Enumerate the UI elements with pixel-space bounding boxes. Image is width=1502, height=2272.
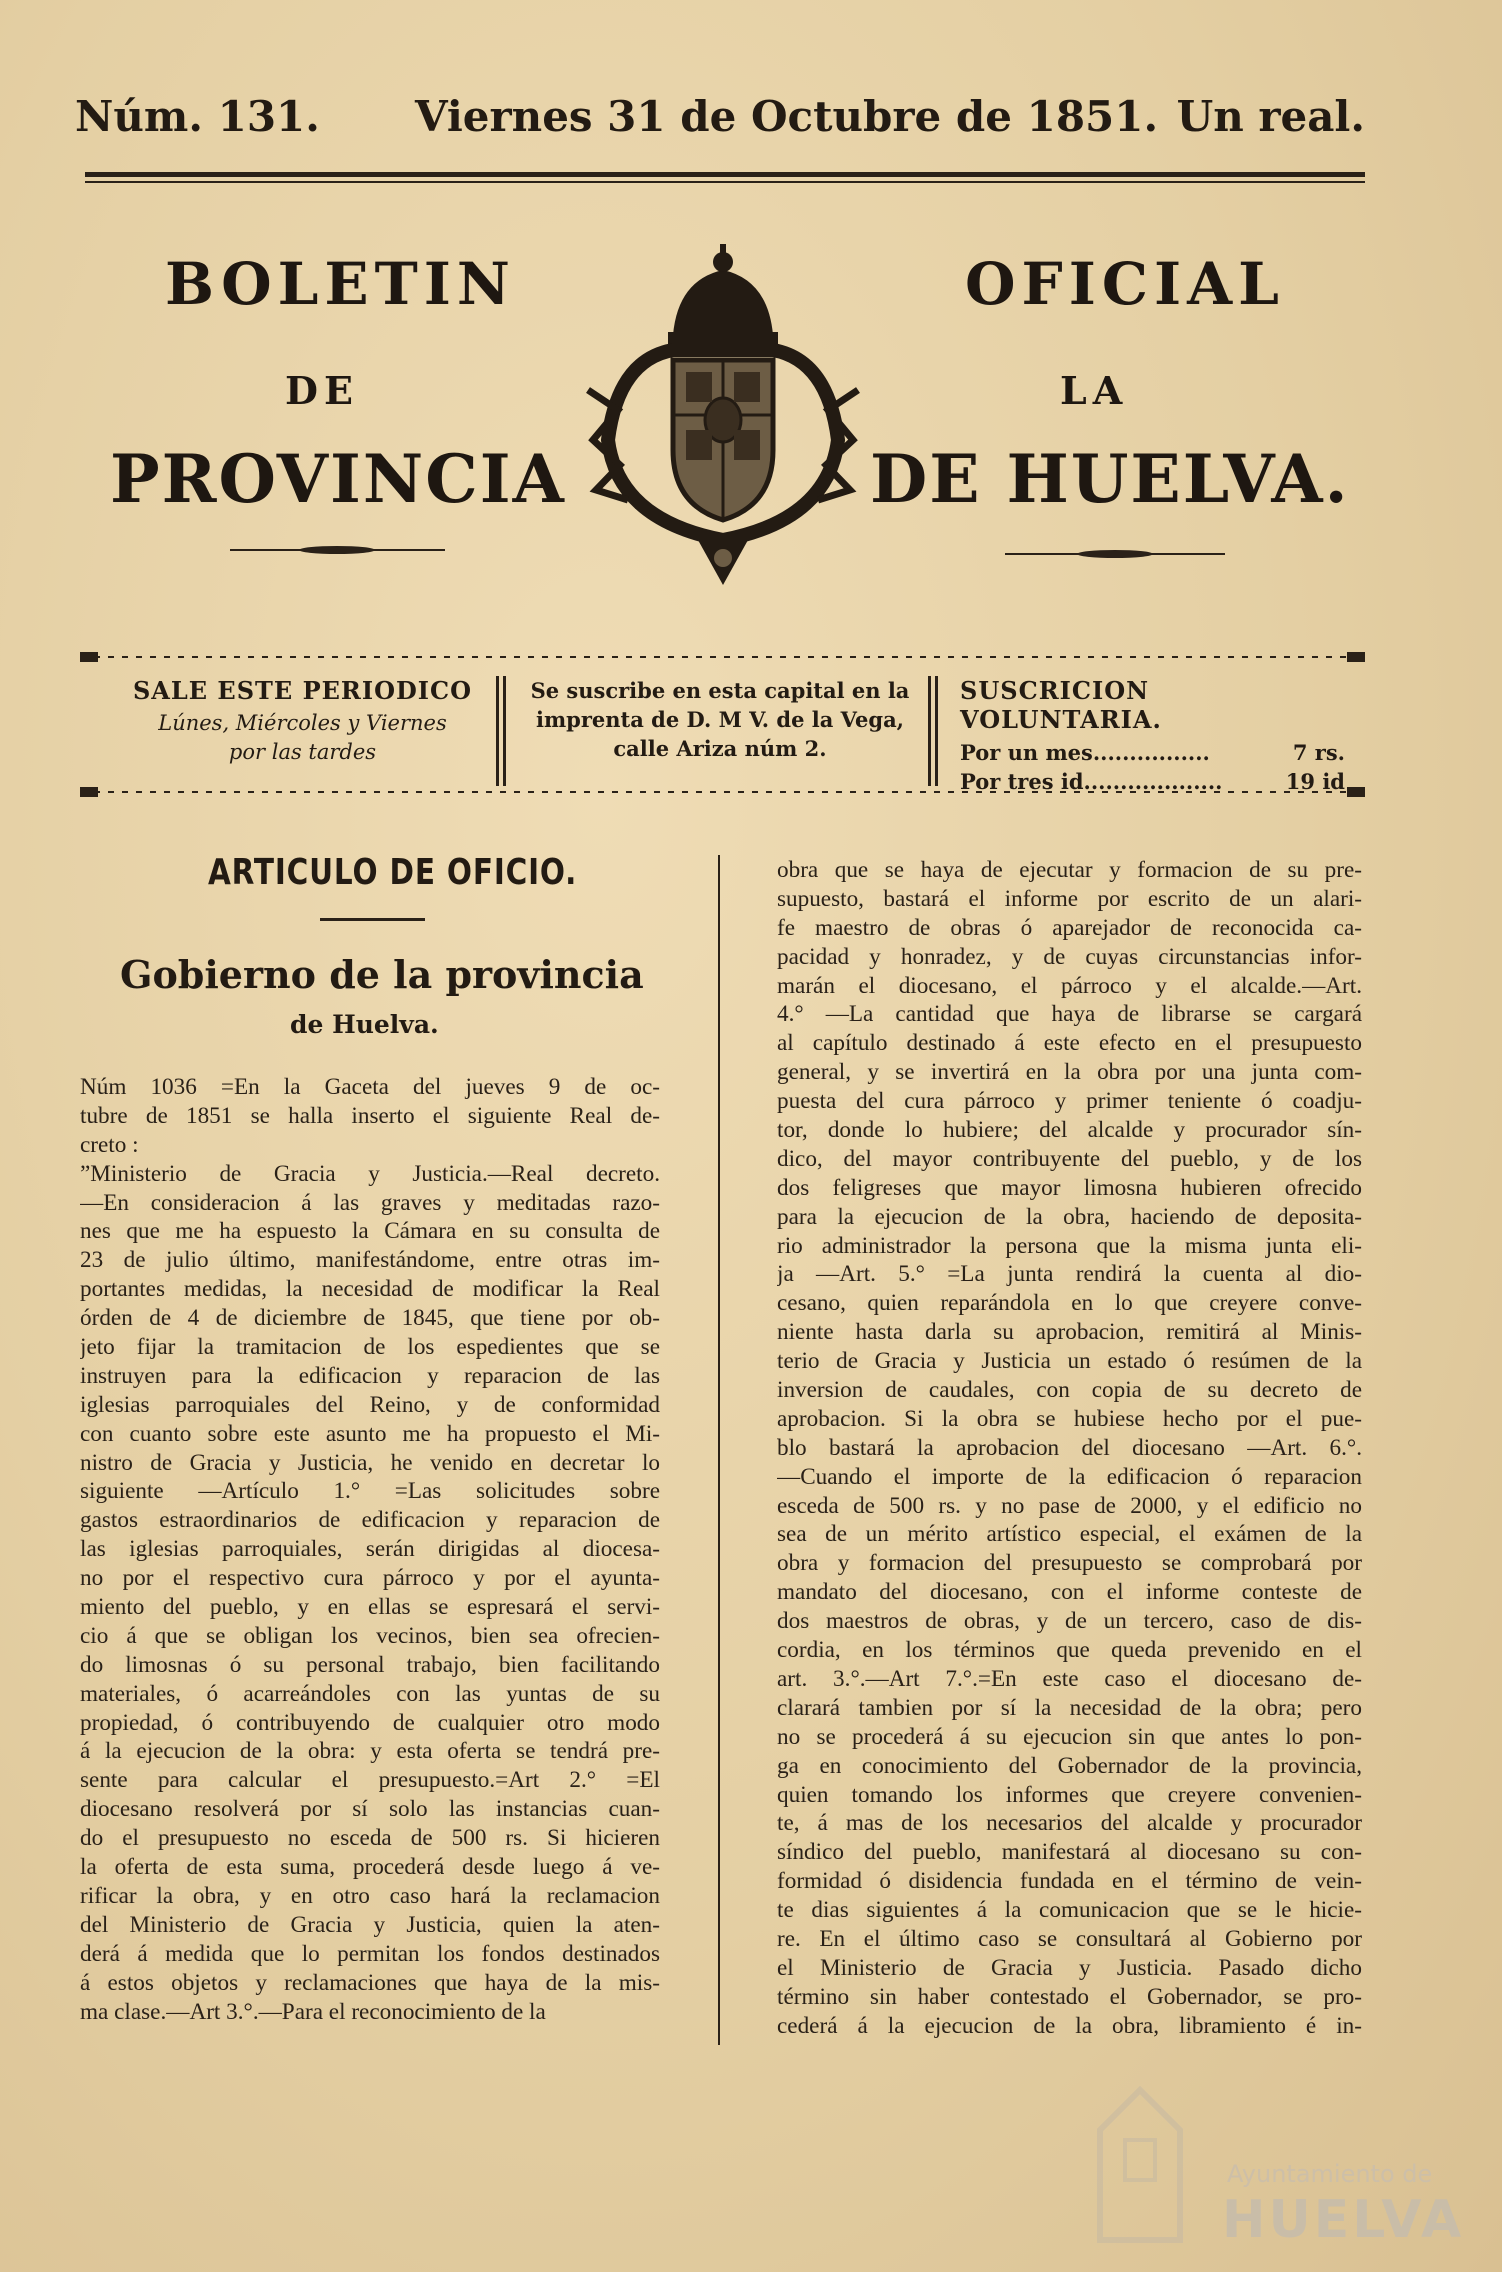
price-label: Por tres id................... [960, 769, 1223, 794]
text-line: cesano, quien reparándola en lo que creyere conve- [777, 1290, 1362, 1317]
text-line: ja —Art. 5.° =La junta rendirá la cuenta al dio- [777, 1261, 1362, 1288]
text-line: á estos objetos y reclamaciones que haya de la mis- [80, 1969, 660, 1996]
text-line: cederá á la ejecucion de la obra, libramiento é in- [777, 2012, 1362, 2039]
subscription-address [520, 676, 920, 786]
text-line: nes que me ha espuesto la Cámara en su consulta de [80, 1218, 660, 1245]
text-line: marán el diocesano, el párroco y el alcalde.—Art. [777, 972, 1362, 999]
issue-number: Núm. 131. [75, 92, 320, 141]
title-boletin: BOLETIN [165, 250, 516, 318]
text-line: rificar la obra, y en otro caso hará la reclamacion [80, 1882, 660, 1909]
text-line: no por el respectivo cura párroco y por el ayunta- [80, 1565, 660, 1592]
text-line: tor, donde lo hubiere; del alcalde y procurador sín- [777, 1117, 1362, 1144]
text-line: do limosnas ó su personal trabajo, bien facilitando [80, 1651, 660, 1678]
text-line: te, á mas de los necesarios del alcalde y procurador [777, 1810, 1362, 1837]
text-line: miento del pueblo, y en ellas se espresará el servi- [80, 1594, 660, 1621]
text-line: mandato del diocesano, con el informe conteste de [777, 1579, 1362, 1606]
text-line: jeto fijar la tramitacion de los espedientes que se [80, 1334, 660, 1361]
text-line: no se procederá á su ejecucion sin que antes lo pon- [777, 1723, 1362, 1750]
title-de-huelva: DE HUELVA. [870, 440, 1350, 518]
text-line: término sin haber contestado el Gobernador, se pro- [777, 1983, 1362, 2010]
text-line: del Ministerio de Gracia y Justicia, quien la aten- [80, 1911, 660, 1938]
text-line: iglesias parroquiales del Reino, y de conformidad [80, 1391, 660, 1418]
text-line: gastos estraordinarios de edificacion y reparacion de [80, 1507, 660, 1534]
text-line: ga en conocimiento del Gobernador de la provincia, [777, 1752, 1362, 1779]
text-line: sente para calcular el presupuesto.=Art 2.° =El [80, 1767, 660, 1794]
address-line: imprenta de D. M V. de la Vega, [535, 707, 904, 732]
prices-heading: SUSCRICION VOLUNTARIA. [960, 676, 1162, 734]
text-line: Núm 1036 =En la Gaceta del jueves 9 de oc- [80, 1074, 660, 1100]
subscription-border-top [80, 650, 1365, 664]
text-line: obra y formacion del presupuesto se comprobará por [777, 1550, 1362, 1577]
text-line: propiedad, ó contribuyendo de cualquier otro modo [80, 1709, 660, 1736]
text-line: clarará tambien por sí la necesidad de la obra; pero [777, 1694, 1362, 1721]
title-la: LA [1060, 368, 1129, 413]
text-line: las iglesias parroquiales, serán dirigidas al diocesa- [80, 1536, 660, 1563]
title-flourish-right [1005, 550, 1225, 558]
text-line: órden de 4 de diciembre de 1845, que tiene por ob- [80, 1305, 660, 1332]
text-line: derá á medida que lo permitan los fondos destinados [80, 1940, 660, 1967]
text-line: dos maestros de obras, y de un tercero, caso de dis- [777, 1608, 1362, 1635]
text-line: general, y se invertirá en la obra por una junta com- [777, 1059, 1362, 1086]
article-subtitle: de Huelva. [290, 1010, 439, 1039]
article-column-right [777, 856, 1362, 2041]
title-flourish-left [230, 546, 445, 554]
text-line: el Ministerio de Gracia y Justicia. Pasado dicho [777, 1954, 1362, 1981]
price-label: Por un mes................ [960, 740, 1210, 765]
text-line: re. En el último caso se consultará al Gobierno por [777, 1925, 1362, 1952]
text-line: art. 3.°.—Art 7.°.=En este caso el diocesano de- [777, 1665, 1362, 1692]
price-row-month [960, 738, 1345, 767]
text-line: blo bastará la aprobacion del diocesano —Art. 6.°. [777, 1434, 1362, 1461]
text-line: fe maestro de obras ó aparejador de reconocida ca- [777, 914, 1362, 941]
schedule-time: por las tardes [228, 740, 377, 764]
publication-schedule [130, 676, 475, 786]
text-line: quien tomando los informes que creyere convenien- [777, 1781, 1362, 1808]
subscription-prices [960, 676, 1345, 794]
text-line: para la ejecucion de la obra, haciendo de deposita- [777, 1203, 1362, 1230]
text-line: pacidad y honradez, y de cuyas circunstancias infor- [777, 943, 1362, 970]
section-rule [320, 918, 425, 921]
subscription-divider [496, 676, 506, 786]
text-line: terio de Gracia y Justicia un estado ó resúmen de la [777, 1348, 1362, 1375]
royal-coat-of-arms-emblem [578, 240, 868, 595]
text-line: sea de un mérito artístico especial, el exámen de la [777, 1521, 1362, 1548]
text-line: siguiente —Artículo 1.° =Las solicitudes sobre [80, 1478, 660, 1505]
watermark-city: HUELVA [1222, 2190, 1465, 2250]
text-line: —En consideracion á las graves y meditadas razo- [80, 1189, 660, 1216]
address-line: Se suscribe en esta capital en la [530, 678, 910, 703]
text-line: diocesano resolverá por sí solo las instancias cuan- [80, 1796, 660, 1823]
price-value: 7 rs. [1292, 740, 1345, 765]
text-line: tubre de 1851 se halla inserto el siguiente Real de- [80, 1102, 660, 1129]
text-line: dico, del mayor contribuyente del pueblo, y de los [777, 1145, 1362, 1172]
text-line: supuesto, bastará el informe por escrito de un alari- [777, 885, 1362, 912]
text-line: al capítulo destinado á este efecto en el presupuesto [777, 1030, 1362, 1057]
text-line: niente hasta darla su aprobacion, remitirá al Minis- [777, 1319, 1362, 1346]
title-de: DE [285, 368, 359, 413]
column-divider [718, 855, 720, 2045]
text-line: á la ejecucion de la obra: y esta oferta se tendrá pre- [80, 1738, 660, 1765]
text-line: con cuanto sobre este asunto me ha propuesto el Mi- [80, 1420, 660, 1447]
text-line: ”Ministerio de Gracia y Justicia.—Real decreto. [80, 1160, 660, 1187]
address-line: calle Ariza núm 2. [613, 736, 827, 761]
text-line: puesta del cura párroco y primer teniente ó coadju- [777, 1088, 1362, 1115]
masthead-rule [85, 172, 1365, 183]
text-line: creto : [80, 1131, 139, 1158]
masthead [75, 92, 1365, 152]
text-line: obra que se haya de ejecutar y formacion de su pre- [777, 857, 1362, 883]
title-oficial: OFICIAL [965, 250, 1285, 318]
text-line: la oferta de esta suma, procederá desde luego á ve- [80, 1854, 660, 1881]
text-line: cio á que se obligan los vecinos, bien sea ofrecien- [80, 1622, 660, 1649]
text-line: aprobacion. Si la obra se hubiese hecho por el pue- [777, 1405, 1362, 1432]
text-line: —Cuando el importe de la edificacion ó reparacion [777, 1463, 1362, 1490]
text-line: ma clase.—Art 3.°.—Para el reconocimiento de la [80, 1998, 546, 2025]
section-heading: ARTICULO DE OFICIO. [208, 852, 578, 893]
title-provincia: PROVINCIA [110, 440, 566, 518]
text-line: cordia, en los términos que queda prevenido en el [777, 1637, 1362, 1664]
text-line: rio administrador la persona que la misma junta eli- [777, 1232, 1362, 1259]
text-line: 23 de julio último, manifestándome, entre otras im- [80, 1247, 660, 1274]
schedule-days: Lúnes, Miércoles y Viernes [158, 711, 447, 735]
text-line: dos feligreses que mayor limosna hubieren ofrecido [777, 1174, 1362, 1201]
price-value: 19 id [1285, 769, 1345, 794]
subscription-divider [928, 676, 938, 786]
issue-date: Viernes 31 de Octubre de 1851. [415, 92, 1159, 141]
price-row-quarter [960, 767, 1345, 796]
issue-price: Un real. [1176, 92, 1365, 141]
article-column-left [80, 1073, 660, 2026]
text-line: inversion de caudales, con copia de su decreto de [777, 1377, 1362, 1404]
text-line: formidad ó disidencia fundada en el término de vein- [777, 1868, 1362, 1895]
text-line: materiales, ó acarreándoles con las yuntas de su [80, 1680, 660, 1707]
text-line: esceda de 500 rs. y no pase de 2000, y el edificio no [777, 1492, 1362, 1519]
text-line: síndico del pueblo, manifestará al diocesano su con- [777, 1839, 1362, 1866]
text-line: te dias siguientes á la comunicacion que se le hicie- [777, 1897, 1362, 1924]
text-line: 4.° —La cantidad que haya de librarse se cargará [777, 1001, 1362, 1028]
article-title: Gobierno de la provincia [120, 952, 644, 997]
text-line: portantes medidas, la necesidad de modificar la Real [80, 1276, 660, 1303]
text-line: do el presupuesto no esceda de 500 rs. Si hicieren [80, 1825, 660, 1852]
text-line: instruyen para la edificacion y reparacion de las [80, 1362, 660, 1389]
text-line: nistro de Gracia y Justicia, he venido en decretar lo [80, 1449, 660, 1476]
watermark-text: Ayuntamiento de [1227, 2160, 1433, 2188]
schedule-heading: SALE ESTE PERIODICO [132, 676, 473, 705]
